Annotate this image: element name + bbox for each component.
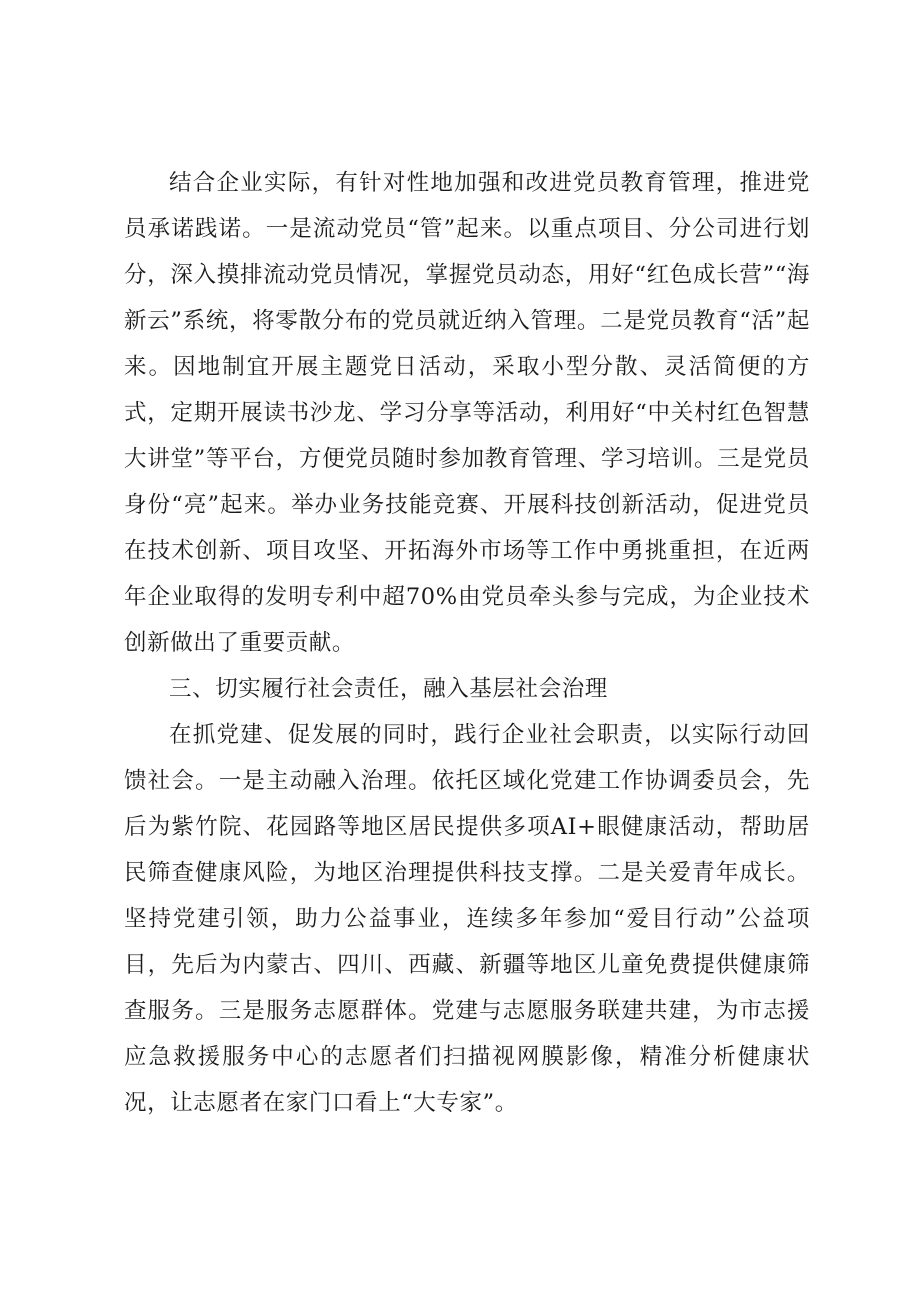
document-page <box>124 160 810 1126</box>
body-paragraph-social-governance: 在抓党建、促发展的同时，践行企业社会职责，以实际行动回馈社会。一是主动融入治理。依托区域化党建工作协调委员会，先后为紫竹院、花园路等地区居民提供多项AI+眼健康活动，帮助居民筛查健康风险，为地区治理提供科技支撑。二是关爱青年成长。坚持党建引领，助力公益事业，连续多年参加“爱目行动”公益项目，先后为内蒙古、四川、西藏、新疆等地区儿童免费提供健康筛查服务。三是服务志愿群体。党建与志愿服务联建共建，为市志援应急救援服务中心的志愿者们扫描视网膜影像，精准分析健康状况，让志愿者在家门口看上“大专家”。 <box>124 722 810 1116</box>
section-heading-social-responsibility: 三、切实履行社会责任，融入基层社会治理 <box>169 676 608 702</box>
body-paragraph-party-education: 结合企业实际，有针对性地加强和改进党员教育管理，推进党员承诺践诺。一是流动党员“管”起来。以重点项目、分公司进行划分，深入摸排流动党员情况，掌握党员动态，用好“红色成长营”“海新云”系统，将零散分布的党员就近纳入管理。二是党员教育“活”起来。因地制宜开展主题党日活动，采取小型分散、灵活简便的方式，定期开展读书沙龙、学习分享等活动，利用好“中关村红色智慧大讲堂”等平台，方便党员随时参加教育管理、学习培训。三是党员身份“亮”起来。举办业务技能竞赛、开展科技创新活动，促进党员在技术创新、项目攻坚、开拓海外市场等工作中勇挑重担，在近两年企业取得的发明专利中超70%由党员牵头参与完成，为企业技术创新做出了重要贡献。 <box>124 170 810 656</box>
